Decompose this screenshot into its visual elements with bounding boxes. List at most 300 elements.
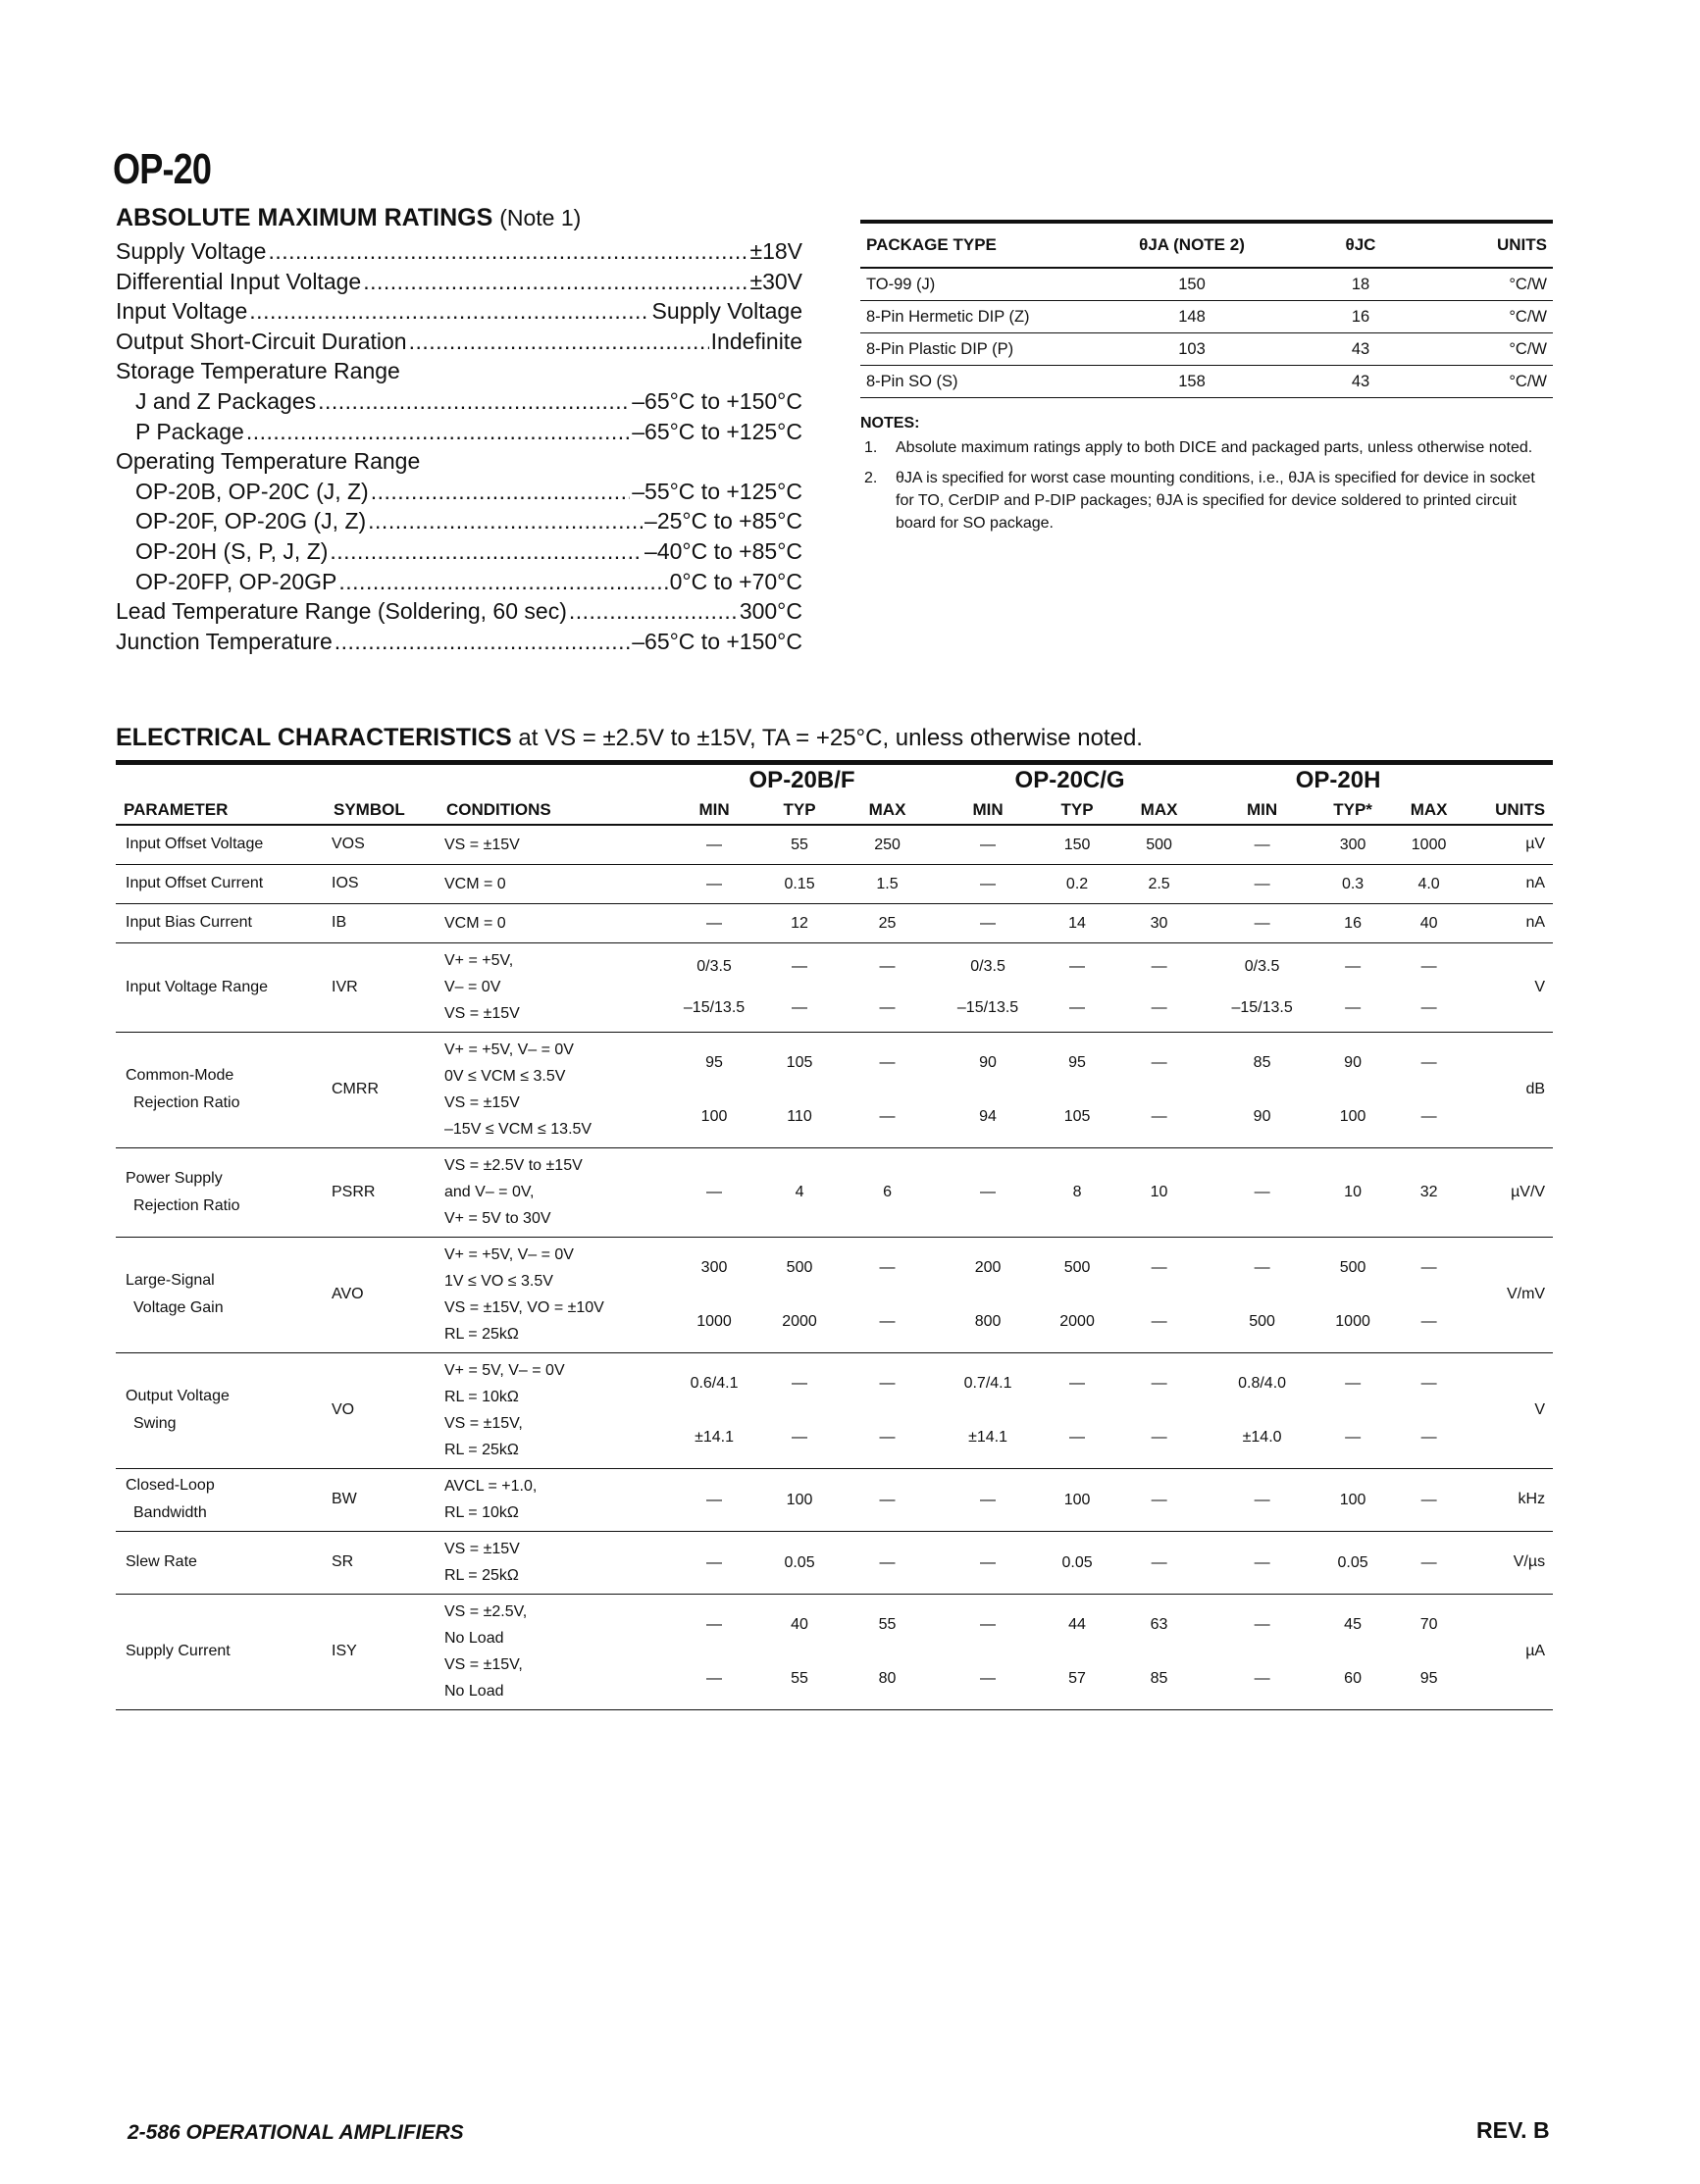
ec-value: 500 <box>786 1259 813 1276</box>
ec-value-cell <box>1042 1147 1112 1237</box>
pkg-cell: °C/W <box>1440 333 1553 366</box>
ec-symbol: PSRR <box>326 1147 438 1237</box>
ec-value: 0.6/4.1 <box>690 1375 739 1392</box>
ec-condition-line: No Load <box>444 1630 504 1647</box>
ec-condition-line: VS = ±15V <box>444 1005 520 1022</box>
ec-value: 6 <box>883 1184 892 1200</box>
ec-value-cell <box>758 942 841 1032</box>
ec-value: — <box>879 998 896 1016</box>
note-number: 2. <box>864 470 878 486</box>
rating-value: ±30V <box>749 268 802 294</box>
ec-value-cell <box>934 864 1042 903</box>
group-op20bf: OP-20B/F <box>748 767 855 793</box>
ec-condition-line: RL = 10kΩ <box>444 1504 519 1521</box>
ec-value-cell <box>841 864 934 903</box>
ec-value-cell <box>934 903 1042 942</box>
ec-value: 0.2 <box>1065 875 1089 892</box>
electrical-characteristics-table <box>116 765 1553 1710</box>
rating-label: Supply Voltage <box>116 238 267 264</box>
ec-value: — <box>1254 914 1270 932</box>
ec-value-cell <box>670 1531 758 1594</box>
operating-heading: Operating Temperature Range <box>116 448 421 475</box>
rating-label: Lead Temperature Range (Soldering, 60 sec) <box>116 598 567 625</box>
ec-value: — <box>980 836 997 853</box>
ec-value: –15/13.5 <box>683 998 746 1016</box>
rating-label: Input Voltage <box>116 298 248 325</box>
ec-value-cell <box>1112 942 1206 1032</box>
ec-value: 110 <box>787 1108 812 1125</box>
group-op20h: OP-20H <box>1295 767 1381 793</box>
ec-value: — <box>1151 958 1167 975</box>
ec-conditions <box>438 1032 670 1147</box>
ec-parameter-line: Supply Current <box>126 1643 231 1659</box>
ec-value: — <box>1151 1375 1167 1392</box>
ec-value: 55 <box>791 836 808 853</box>
leader-dots <box>371 477 631 507</box>
ec-condition-line: 1V ≤ VO ≤ 3.5V <box>444 1273 553 1290</box>
ec-value-cell <box>841 1032 934 1147</box>
ec-value-cell <box>1206 1352 1318 1468</box>
ec-value-cell <box>670 1594 758 1709</box>
ec-value: 85 <box>1150 1670 1168 1687</box>
ec-title-rest: at VS = ±2.5V to ±15V, TA = +25°C, unless otherwise noted. <box>518 725 1143 751</box>
ec-value-cell <box>1387 1352 1470 1468</box>
ec-value: 95 <box>705 1054 723 1071</box>
ec-value-cell <box>1206 1594 1318 1709</box>
ec-value: — <box>706 1553 723 1571</box>
ec-value: — <box>1254 1553 1270 1571</box>
pkg-cell: 18 <box>1281 268 1440 301</box>
ec-value: 100 <box>1339 1108 1366 1125</box>
ec-value-cell <box>1318 1531 1387 1594</box>
ec-value: 0.7/4.1 <box>963 1375 1012 1392</box>
ec-value: ±14.1 <box>695 1429 734 1446</box>
ec-value-cell <box>1112 1468 1206 1531</box>
ec-value: 300 <box>700 1259 728 1276</box>
ec-value: — <box>1151 998 1167 1016</box>
ec-value: 0.05 <box>1061 1553 1093 1571</box>
ec-value: — <box>706 1184 723 1200</box>
ec-value: 1.5 <box>876 875 899 892</box>
amr-heading <box>116 204 802 232</box>
ec-value: 40 <box>1419 914 1438 932</box>
ec-value-cell <box>1042 1468 1112 1531</box>
notes-heading: NOTES: <box>860 415 920 432</box>
ec-parameter <box>116 1237 326 1352</box>
ec-value: — <box>980 1616 997 1633</box>
ec-symbol: BW <box>326 1468 438 1531</box>
pkg-header-type: PACKAGE TYPE <box>860 222 1103 268</box>
ec-value-cell <box>1387 1468 1470 1531</box>
ec-value: — <box>1151 1108 1167 1125</box>
ec-col-header: MAX <box>841 796 934 825</box>
ec-condition-line: VS = ±15V <box>444 1541 520 1557</box>
rating-value: 300°C <box>739 598 802 625</box>
ec-parameter-line: Voltage Gain <box>133 1299 224 1316</box>
ec-conditions <box>438 1468 670 1531</box>
ec-unit: V <box>1470 942 1553 1032</box>
ec-value: — <box>1420 1259 1437 1276</box>
ec-value: 44 <box>1068 1616 1086 1633</box>
ec-value-cell <box>1042 1032 1112 1147</box>
ec-value-cell <box>1112 825 1206 864</box>
ec-value-cell <box>1206 1468 1318 1531</box>
ec-value-cell <box>841 1531 934 1594</box>
rating-label: OP-20FP, OP-20GP <box>135 568 337 594</box>
ec-parameter <box>116 825 326 864</box>
ec-value-cell <box>670 1032 758 1147</box>
ec-value: — <box>879 1259 896 1276</box>
pkg-cell: 103 <box>1103 333 1281 366</box>
rating-value: Supply Voltage <box>651 298 802 325</box>
ec-value-cell <box>670 1237 758 1352</box>
ec-value-cell <box>934 1147 1042 1237</box>
ec-condition-line: RL = 25kΩ <box>444 1442 519 1458</box>
ec-value: 63 <box>1150 1616 1168 1633</box>
absolute-max-ratings <box>116 204 802 656</box>
ec-value-cell <box>758 1032 841 1147</box>
ec-parameter-line: Power Supply <box>126 1169 223 1187</box>
ec-value: 0.05 <box>1337 1553 1368 1571</box>
pkg-row <box>860 333 1553 366</box>
pkg-cell: 148 <box>1103 301 1281 333</box>
ec-value: — <box>1420 1313 1437 1330</box>
ec-col-header: TYP <box>758 796 841 825</box>
ec-value: 2000 <box>1059 1313 1095 1330</box>
leader-dots <box>330 536 643 567</box>
ec-value: — <box>706 875 723 892</box>
pkg-row <box>860 268 1553 301</box>
ec-value-cell <box>758 1468 841 1531</box>
ec-value-cell <box>1318 1237 1387 1352</box>
ec-condition-line: VCM = 0 <box>444 914 506 932</box>
ec-value: — <box>879 1108 896 1125</box>
ec-symbol: SR <box>326 1531 438 1594</box>
ec-value-cell <box>1206 942 1318 1032</box>
rating-label: J and Z Packages <box>135 387 317 414</box>
leader-dots <box>368 506 643 536</box>
ec-value: 500 <box>1339 1259 1366 1276</box>
ec-value-cell <box>1318 942 1387 1032</box>
amr-heading-text: ABSOLUTE MAXIMUM RATINGS <box>116 204 493 231</box>
pkg-row <box>860 366 1553 398</box>
ec-conditions <box>438 1352 670 1468</box>
ec-parameter <box>116 1531 326 1594</box>
notes <box>860 412 1553 534</box>
rating-label: OP-20H (S, P, J, Z) <box>135 537 329 564</box>
ec-value-cell <box>758 1147 841 1237</box>
ec-value-cell <box>1387 864 1470 903</box>
ec-value-cell <box>1318 1352 1387 1468</box>
pkg-cell: °C/W <box>1440 301 1553 333</box>
ec-value: 12 <box>791 914 808 932</box>
ec-conditions <box>438 825 670 864</box>
ec-value-cell <box>670 1352 758 1468</box>
rating-row <box>116 386 802 417</box>
ec-row <box>116 825 1553 864</box>
rating-label: OP-20F, OP-20G (J, Z) <box>135 508 367 534</box>
ec-symbol: CMRR <box>326 1032 438 1147</box>
ec-value-cell <box>670 825 758 864</box>
ec-value-cell <box>1206 1531 1318 1594</box>
ec-col-header: MAX <box>1112 796 1206 825</box>
ec-parameter-line: Common-Mode <box>126 1067 234 1084</box>
ec-value-cell <box>670 903 758 942</box>
ec-value: — <box>1069 1429 1086 1446</box>
amr-heading-note: (Note 1) <box>499 205 582 230</box>
ec-value: 100 <box>786 1491 813 1508</box>
ec-conditions <box>438 864 670 903</box>
ec-value-cell <box>934 1594 1042 1709</box>
ec-value-cell <box>841 1352 934 1468</box>
rating-value: Indefinite <box>710 328 802 354</box>
ec-parameter-line: Swing <box>133 1415 177 1432</box>
ec-condition-line: V+ = 5V, V– = 0V <box>444 1362 565 1379</box>
ec-value: — <box>1345 1429 1362 1446</box>
ec-value-cell <box>934 825 1042 864</box>
ec-col-header: MIN <box>934 796 1042 825</box>
ec-unit: V/µs <box>1470 1531 1553 1594</box>
ec-parameter-line: Closed-Loop <box>126 1477 215 1494</box>
ec-value-cell <box>758 1352 841 1468</box>
rating-row <box>116 506 802 536</box>
ec-condition-line: V– = 0V <box>444 979 501 995</box>
ec-value: — <box>1420 1375 1437 1392</box>
ec-value: 1000 <box>696 1313 732 1330</box>
ec-value: — <box>706 914 723 932</box>
ec-parameter-line: Input Offset Current <box>126 875 264 891</box>
ec-value-cell <box>1112 864 1206 903</box>
ec-value: 4.0 <box>1417 875 1440 892</box>
ec-condition-line: V+ = +5V, V– = 0V <box>444 1246 574 1263</box>
ec-parameter-line: Input Bias Current <box>126 914 252 931</box>
ec-value: — <box>792 958 808 975</box>
ec-value-cell <box>758 1531 841 1594</box>
rating-value: –65°C to +150°C <box>632 387 802 414</box>
ec-conditions <box>438 1147 670 1237</box>
ec-col-header: PARAMETER <box>116 796 326 825</box>
ec-row <box>116 903 1553 942</box>
ec-row <box>116 1352 1553 1468</box>
ec-condition-line: VS = ±2.5V to ±15V <box>444 1157 583 1174</box>
ec-condition-line: –15V ≤ VCM ≤ 13.5V <box>444 1121 592 1138</box>
ec-value: 100 <box>700 1108 728 1125</box>
ec-row <box>116 1531 1553 1594</box>
ec-col-header: MAX <box>1387 796 1470 825</box>
ec-condition-line: V+ = 5V to 30V <box>444 1210 551 1227</box>
ec-value: 0.8/4.0 <box>1238 1375 1287 1392</box>
ec-value: — <box>879 1054 896 1071</box>
ec-value-cell <box>841 1594 934 1709</box>
ec-value: — <box>980 1670 997 1687</box>
ec-value: — <box>879 1553 896 1571</box>
ec-row <box>116 1147 1553 1237</box>
group-op20cg: OP-20C/G <box>1014 767 1125 793</box>
ec-col-header: TYP* <box>1318 796 1387 825</box>
ec-value-cell <box>934 1352 1042 1468</box>
ec-value: — <box>879 1429 896 1446</box>
ec-value: 500 <box>1063 1259 1091 1276</box>
ec-value-cell <box>934 1237 1042 1352</box>
ec-value-cell <box>1206 1237 1318 1352</box>
ec-row <box>116 942 1553 1032</box>
ec-value-cell <box>1042 903 1112 942</box>
ec-value: 10 <box>1150 1184 1168 1200</box>
ec-value: 4 <box>795 1184 804 1200</box>
rating-row <box>116 477 802 507</box>
ec-value: 95 <box>1068 1054 1086 1071</box>
ec-row <box>116 864 1553 903</box>
ec-value: — <box>1254 1670 1270 1687</box>
ec-value-cell <box>934 1468 1042 1531</box>
ec-value: — <box>792 998 808 1016</box>
rating-label: Differential Input Voltage <box>116 268 362 294</box>
ec-parameter-line: Input Offset Voltage <box>126 836 264 853</box>
ec-value-cell <box>1042 825 1112 864</box>
ec-value: 250 <box>874 836 901 853</box>
ec-symbol: IVR <box>326 942 438 1032</box>
ec-value-cell <box>758 864 841 903</box>
ec-value-cell <box>1112 1147 1206 1237</box>
ec-value: — <box>879 958 896 975</box>
ec-value: 10 <box>1344 1184 1362 1200</box>
ec-parameter-line: Output Voltage <box>126 1388 230 1404</box>
ec-value-cell <box>1206 864 1318 903</box>
rating-value: –55°C to +125°C <box>632 478 802 504</box>
rating-value: 0°C to +70°C <box>669 568 802 594</box>
ec-unit: V <box>1470 1352 1553 1468</box>
ec-condition-line: VCM = 0 <box>444 875 506 892</box>
note-text: θJA is specified for worst case mounting conditions, i.e., θJA is specified for device in socket for TO, CerDIP and P-DIP packages; θJA is specified for device soldered to printed circuit board for SO package. <box>896 470 1535 532</box>
ec-value: 55 <box>878 1616 897 1633</box>
pkg-cell: 16 <box>1281 301 1440 333</box>
ec-value: — <box>706 836 723 853</box>
ec-value-cell <box>1318 1468 1387 1531</box>
leader-dots <box>268 236 747 267</box>
pkg-row <box>860 301 1553 333</box>
ec-value: — <box>1420 1429 1437 1446</box>
rating-label: Junction Temperature <box>116 628 333 654</box>
ec-row <box>116 1468 1553 1531</box>
ec-value: — <box>1254 1184 1270 1200</box>
ec-value: — <box>879 1375 896 1392</box>
ec-col-header: TYP <box>1042 796 1112 825</box>
pkg-cell: 8-Pin SO (S) <box>860 366 1103 398</box>
ec-parameter <box>116 942 326 1032</box>
ec-value-cell <box>1387 1594 1470 1709</box>
ec-value: — <box>980 1184 997 1200</box>
ec-value: 40 <box>791 1616 808 1633</box>
ec-parameter-line: Slew Rate <box>126 1553 197 1570</box>
ec-value: 105 <box>1063 1108 1091 1125</box>
ec-value-cell <box>1387 1147 1470 1237</box>
ec-symbol: VO <box>326 1352 438 1468</box>
ec-unit: nA <box>1470 903 1553 942</box>
ec-value: 0/3.5 <box>970 958 1005 975</box>
ec-value: — <box>1254 836 1270 853</box>
rating-value: –65°C to +150°C <box>632 628 802 654</box>
ec-value-cell <box>1387 903 1470 942</box>
pkg-cell: 150 <box>1103 268 1281 301</box>
ec-value: 0/3.5 <box>1244 958 1280 975</box>
pkg-header-units: UNITS <box>1440 222 1553 268</box>
rating-label: P Package <box>135 418 244 444</box>
ec-value-cell <box>758 1237 841 1352</box>
ec-value: — <box>1151 1313 1167 1330</box>
ec-value: 2000 <box>782 1313 817 1330</box>
ec-value: 300 <box>1339 836 1366 853</box>
note-text: Absolute maximum ratings apply to both DICE and packaged parts, unless otherwise noted. <box>896 439 1533 456</box>
pkg-cell: °C/W <box>1440 366 1553 398</box>
pkg-header-theta-ja: θJA (NOTE 2) <box>1103 222 1281 268</box>
ec-value: 70 <box>1419 1616 1438 1633</box>
ec-condition-line: RL = 25kΩ <box>444 1326 519 1343</box>
ec-value: 1000 <box>1411 836 1447 853</box>
ec-parameter-line: Large-Signal <box>126 1272 215 1289</box>
leader-dots <box>249 296 649 327</box>
ec-value: 85 <box>1253 1054 1271 1071</box>
ec-conditions <box>438 1237 670 1352</box>
ec-value: — <box>706 1616 723 1633</box>
rating-value: –40°C to +85°C <box>644 537 802 564</box>
ec-unit: µV/V <box>1470 1147 1553 1237</box>
ec-value: 90 <box>1344 1054 1362 1071</box>
rating-row <box>116 236 802 267</box>
ec-parameter-line: Input Voltage Range <box>126 978 269 995</box>
ec-value: — <box>1069 958 1086 975</box>
ec-value: 0.05 <box>784 1553 815 1571</box>
ec-value: — <box>1345 1375 1362 1392</box>
ec-symbol: AVO <box>326 1237 438 1352</box>
rating-row <box>116 536 802 567</box>
ec-value-cell <box>670 942 758 1032</box>
ec-condition-line: V+ = +5V, V– = 0V <box>444 1041 574 1058</box>
ec-value-cell <box>1387 1237 1470 1352</box>
leader-dots <box>569 596 738 627</box>
ec-value: — <box>1420 1553 1437 1571</box>
ec-value: 2.5 <box>1148 875 1170 892</box>
rating-row <box>116 567 802 597</box>
ec-parameter <box>116 1032 326 1147</box>
ec-value-cell <box>1112 1032 1206 1147</box>
footer-page-label: 2-586 OPERATIONAL AMPLIFIERS <box>128 2121 464 2144</box>
ec-value: 500 <box>1249 1313 1275 1330</box>
ec-condition-line: 0V ≤ VCM ≤ 3.5V <box>444 1068 566 1085</box>
ec-condition-line: VS = ±15V <box>444 1094 520 1111</box>
ec-value: 14 <box>1068 914 1086 932</box>
ec-value-cell <box>1318 1032 1387 1147</box>
ec-value: — <box>1345 998 1362 1016</box>
ec-value-cell <box>1318 1147 1387 1237</box>
ec-condition-line: RL = 10kΩ <box>444 1389 519 1405</box>
ec-col-header: MIN <box>1206 796 1318 825</box>
ec-value-cell <box>1042 1352 1112 1468</box>
rating-row <box>116 327 802 357</box>
ec-value: –15/13.5 <box>956 998 1019 1016</box>
pkg-cell: 43 <box>1281 333 1440 366</box>
ec-col-header: SYMBOL <box>326 796 438 825</box>
ec-parameter-line: Rejection Ratio <box>133 1196 240 1214</box>
ec-row <box>116 1594 1553 1709</box>
ec-symbol: ISY <box>326 1594 438 1709</box>
ec-value: 90 <box>979 1054 997 1071</box>
part-title: OP-20 <box>113 145 212 193</box>
rating-value: –65°C to +125°C <box>632 418 802 444</box>
ec-conditions <box>438 942 670 1032</box>
ec-value: — <box>879 1313 896 1330</box>
ec-value-cell <box>670 1468 758 1531</box>
ec-value: 45 <box>1344 1616 1362 1633</box>
